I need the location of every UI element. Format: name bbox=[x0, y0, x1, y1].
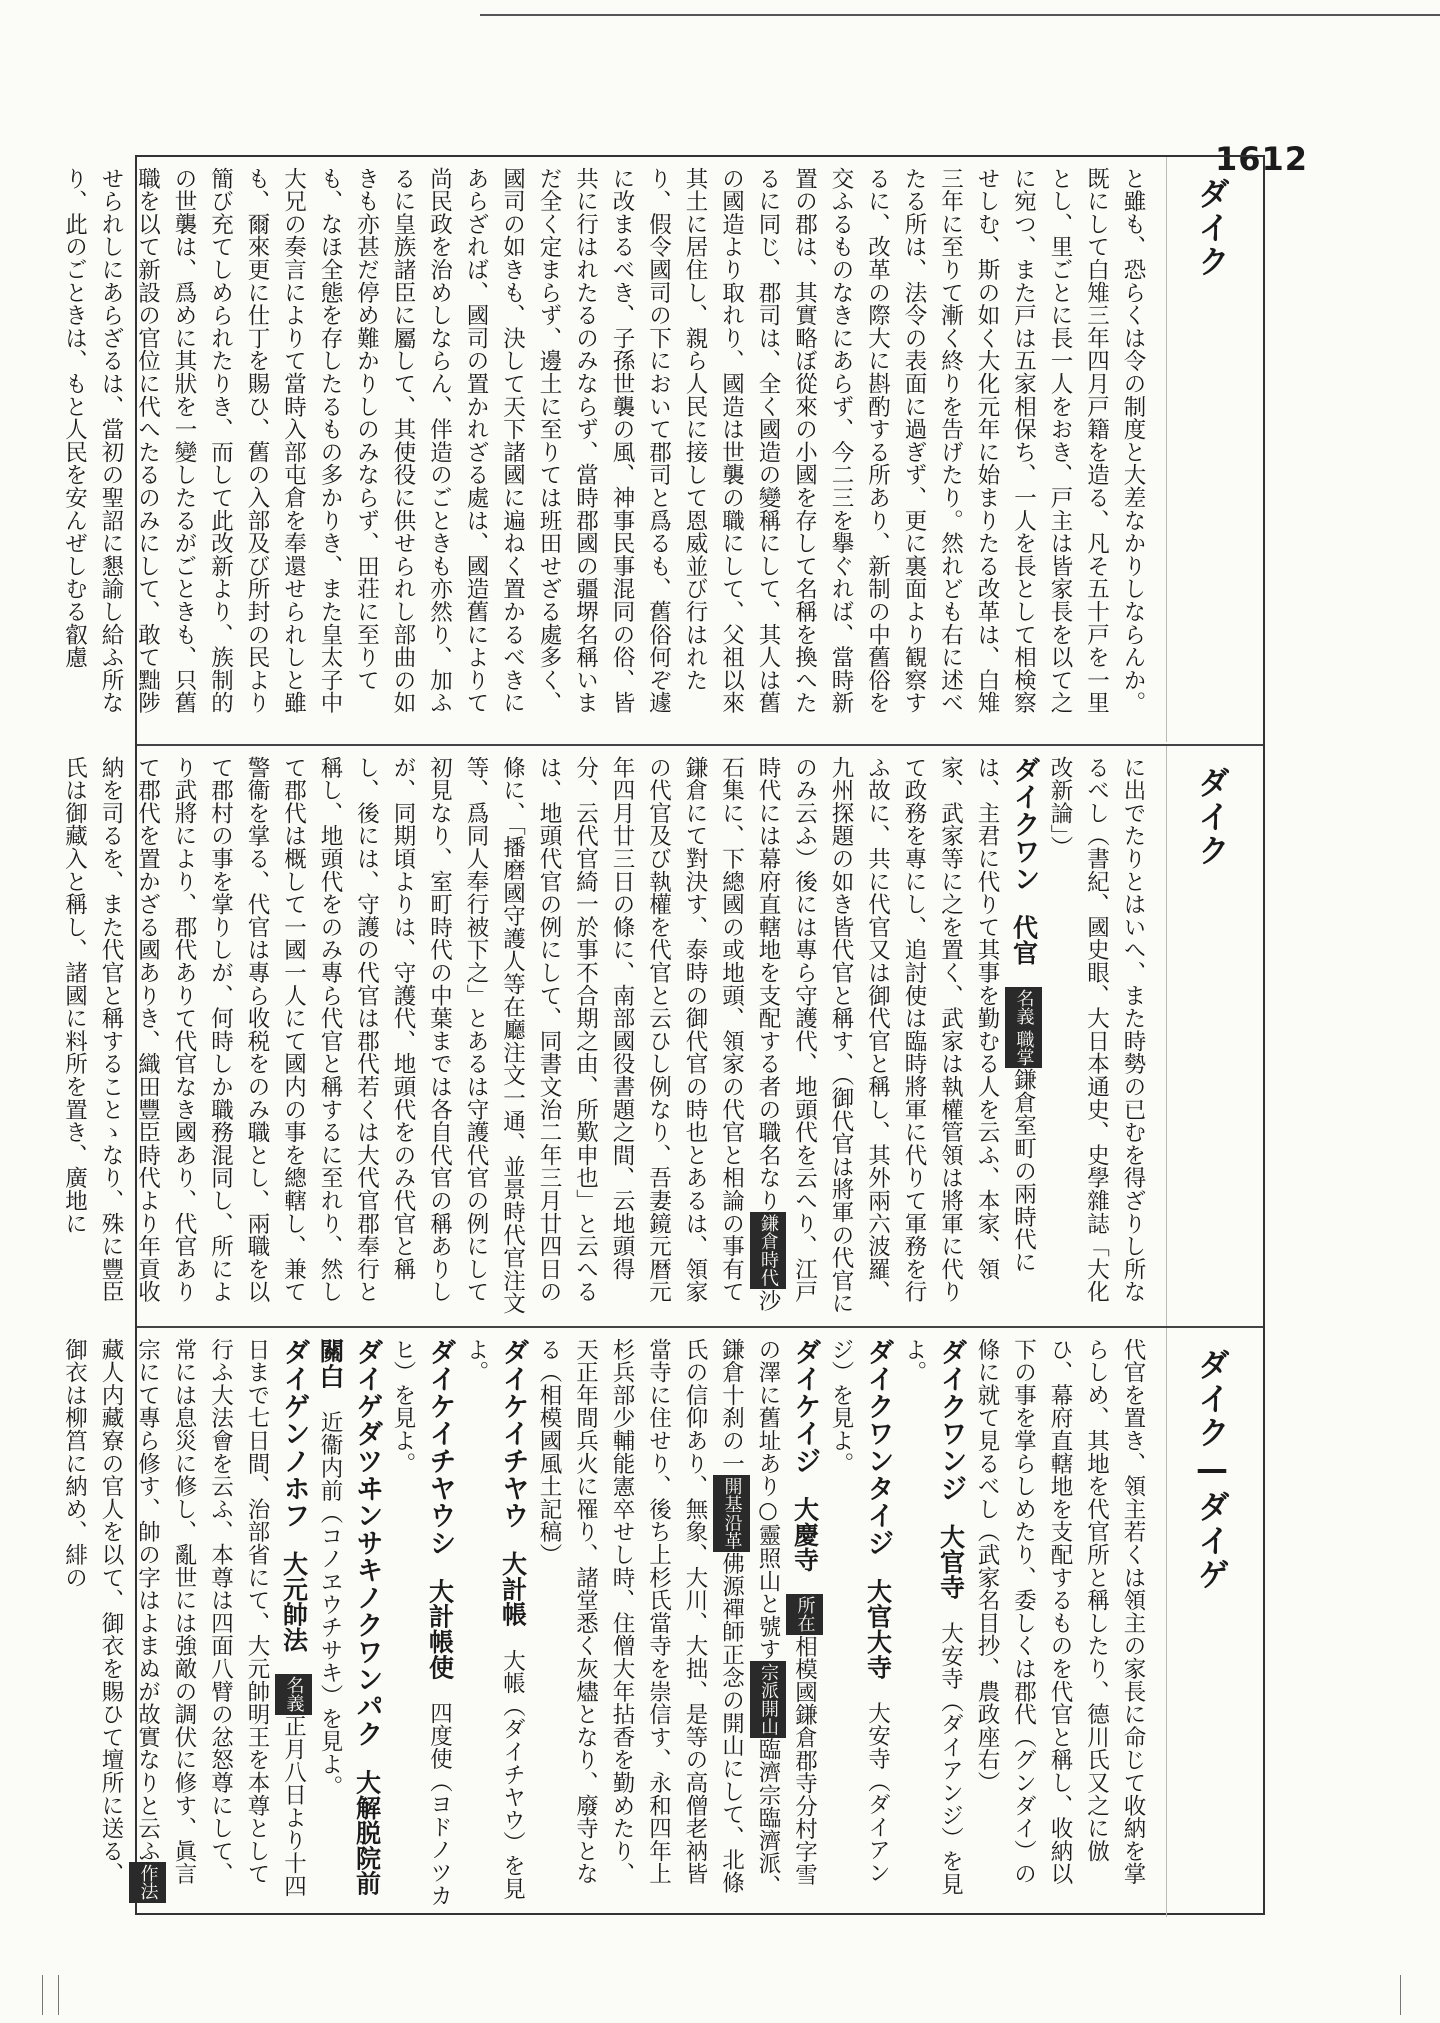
gutter-rule bbox=[1166, 1328, 1167, 1917]
entry-note: 大安寺（ダイアンジ）を見よ。 bbox=[828, 1338, 891, 1885]
entry-daikwan bbox=[56, 756, 1042, 1316]
gutter-rule bbox=[1166, 157, 1167, 742]
scan-margin-mark bbox=[1400, 1975, 1401, 2015]
entry-body: 佛源禪師正念の開山にして、北條氏の信仰あり、無象、大川、大拙、是等の高僧老衲皆當寺に住せり、後ち上杉氏當寺を崇信す、永和四年上杉兵部少輔能憲卒せし時、住僧大年拈香を勤めたり、天正年間兵火に罹り、諸堂悉く灰燼となり、廢寺となる（相模國風土記稿） bbox=[536, 1338, 745, 1895]
tag-label: 名義 bbox=[275, 1674, 312, 1715]
entry-note: 近衞内前（コノヱウチサキ）を見よ。 bbox=[317, 1410, 343, 1799]
entry-kanji: 代官 bbox=[1009, 914, 1039, 966]
entry-body: 相模國鎌倉郡寺分村字雪の澤に舊址あり○靈照山と號す bbox=[755, 1338, 818, 1886]
entry-body: 藏人内藏寮の官人を以て、御衣を賜ひて壇所に送る、御衣は柳筥に納め、緋の bbox=[61, 1338, 124, 1886]
entry-kanji: 大官寺 bbox=[936, 1523, 966, 1600]
section-3-text bbox=[56, 1338, 1151, 1907]
entry bbox=[531, 1338, 823, 1907]
headword: ダイクワン bbox=[1008, 756, 1040, 893]
headword: ダイゲダツヰンサキノクワンパク bbox=[351, 1338, 383, 1748]
scan-margin-mark bbox=[42, 1975, 43, 2015]
entry-body: 沙石集に、下總國の或地頭、領家の代官と相論の事有て鎌倉にて對決す、泰時の御代官の時也とあるは、領家の代官及び執權を代官と云ひし例なり、吾妻鏡元暦元年四月廿三日の條に、南部國役書題之間、云地頭得分、云代官綺一於事不合期之由、所歎申也」と云へるは、地頭代官の例にして、同書文治二年三月廿四日の條に、「播磨國守護人等在廳注文一通、並景時代官注文等、爲同人奉行被下之」とあるは守護代官の例にして初見なり、室町時代の中葉までは各自代官の稱ありしが、同期頃よりは、守護代、地頭代をのみ代官と稱し、後には、守護の代官は郡代若くは大代官郡奉行と稱し、地頭代をのみ專ら代官と稱するに至れり、然して郡代は概して一國一人にて國内の事を總轄し、兼て警衞を掌る、代官は專ら收税をのみ職とし、兩職を以て郡村の事を掌りしが、何時しか職務混同し、所により武將により、郡代ありて代官なき國あり、代官ありて郡代を置かざる國ありき、織田豐臣時代より年貢收納を司るを、また代官と稱することゝなり、殊に豐臣氏は御藏入と稱し、諸國に料所を置き、廣地に bbox=[61, 756, 781, 1315]
entry bbox=[56, 1338, 312, 1907]
entry-note: 大安寺（ダイアンジ）を見よ。 bbox=[901, 1338, 964, 1896]
paragraph: に出でたりとはいへ、また時勢の已むを得ざりし所なるべし（書紀、國史眼、大日本通史、史學雜誌「大化改新論」） bbox=[1047, 756, 1146, 1304]
section-1-text bbox=[56, 167, 1151, 732]
tag-label: 所在 bbox=[786, 1594, 823, 1635]
scan-margin-mark bbox=[58, 1975, 59, 2015]
paragraph: と雖も、恐らくは令の制度と大差なかりしならんか。既にして白雉三年四月戸籍を造る、凡そ五十戸を一里とし、里ごとに長一人をおき、戸主は皆家長を以て之に宛つ、また戸は五家相保ち、一人を長として相検察せしむ、斯の如く大化元年に始まりたる改革は、白雉三年に至りて漸く終りを告げたり。然れども右に述べたる所は、法令の表面に過ぎず、更に裏面より観察するに、改革の際大に斟酌する所あり、新制の中舊俗を交ふるものなきにあらず、今二三を擧ぐれば、當時新置の郡は、其實略ぼ從來の小國を存して名稱を換へたるに同じ、郡司は、全く國造の變稱にして、其人は舊の國造より取れり、國造は世襲の職にして、父祖以來其土に居住し、親ら人民に接して恩威並び行はれたり、假令國司の下において郡司と爲るも、舊俗何ぞ遽に改まるべき、子孫世襲の風、神事民事混同の俗、皆共に行はれたるのみならず、當時郡國の疆堺名稱いまだ全く定まらず、邊土に至りては班田せざる處多く、國司の如きも、決して天下諸國に遍ねく置かるべきにあらざれば、國司の置かれざる處は、國造舊によりて尚民政を治めしならん、伴造のごときも亦然り、加ふるに皇族諸臣に屬して、其使役に供せられし部曲の如きも亦甚だ停め難かりしのみならず、田荘に至りても、なほ全態を存したるもの多かりき、また皇太子中大兄の奏言によりて當時入部屯倉を奉還せられしと雖も、爾來更に仕丁を賜ひ、舊の入部及び所封の民より簡び充てしめられたりき、而して此改新より、族制的の世襲は、爲めに其狀を一變したるがごときも、只舊職を以て新設の官位に代へたるのみにして、敢て黜陟せられしにあらざるは、當初の聖詔に懇諭し給ふ所なり、此のごときは、もと人民を安んぜしむる叡慮 bbox=[61, 167, 1146, 715]
entry-body: 鎌倉室町の兩時代には、主君に代りて其事を勤むる人を云ふ、本家、領家、武家等に之を置く、武家は執權管領は將軍に代りて政務を專にし、追討使は臨時將軍に代りて軍務を行ふ故に、共に代官又は御代官と稱し、其外兩六波羅、九州探題の如き皆代官と稱す、（御代官は將軍の代官にのみ云ふ）後には專ら守護代、地頭代を云へり、江戸時代には幕府直轄地を支配する者の職名なり bbox=[755, 756, 1037, 1315]
headword: ダイケイジ bbox=[789, 1338, 821, 1475]
tag-label: 名義 bbox=[1005, 987, 1042, 1028]
page-frame bbox=[61, 155, 1265, 1915]
entry-note: 大帳（ダイチヤウ）を見よ。 bbox=[463, 1338, 526, 1900]
entry bbox=[385, 1338, 458, 1907]
headword: ダイケイチヤウシ bbox=[424, 1338, 456, 1557]
entry bbox=[823, 1338, 896, 1907]
headword: ダイケイチヤウ bbox=[497, 1338, 529, 1530]
tag-label: 鎌倉時代 bbox=[750, 1212, 787, 1289]
entry-note: 四度使（ヨドノツカヒ）を見よ。 bbox=[390, 1338, 453, 1907]
tag-label: 開基沿革 bbox=[713, 1475, 750, 1552]
entry-kanji: 大慶寺 bbox=[790, 1496, 820, 1573]
section-2-text bbox=[56, 756, 1151, 1316]
entry-body: 臨濟宗臨濟派、鎌倉十刹の一 bbox=[718, 1338, 781, 1898]
headword: ダイクワンタイジ bbox=[862, 1338, 894, 1557]
page-number: 1612 bbox=[1215, 140, 1309, 178]
entry-kanji: 大計帳 bbox=[498, 1551, 528, 1628]
tag-label: 宗派開山 bbox=[750, 1661, 787, 1738]
entry-kanji: 大官大寺 bbox=[863, 1578, 893, 1680]
running-head-1: ダイク bbox=[1193, 177, 1231, 279]
section-3 bbox=[61, 1326, 1263, 1917]
entry-kanji: 大解脱院前關白 bbox=[316, 1338, 382, 1896]
tag-label: 作法 bbox=[129, 1862, 166, 1903]
entry bbox=[458, 1338, 531, 1907]
entry bbox=[312, 1338, 385, 1907]
running-head-3: ダイク—ダイゲ bbox=[1193, 1348, 1231, 1592]
paragraph: 代官を置き、領主若くは領主の家長に命じて收納を掌らしめ、其地を代官所と稱したり、德川氏又之に倣ひ、幕府直轄地を支配するものを代官と稱し、收納以下の事を掌らしめたり、委しくは郡代（グンダイ）の條に就て見るべし（武家名目抄、農政座右） bbox=[974, 1338, 1146, 1886]
entry-body: 正月八日より十四日まで七日間、治部省にて、大元帥明王を本尊として行ふ大法會を云ふ、本尊は四面八臂の忿怒尊にして、常には息災に修し、亂世には強敵の調伏に修す、眞言宗にて專ら修す、帥の字はよまぬが故實なりと云ふ bbox=[134, 1338, 307, 1898]
entry-kanji: 大計帳使 bbox=[425, 1578, 455, 1680]
running-head-2: ダイク bbox=[1193, 766, 1231, 868]
section-2 bbox=[61, 744, 1263, 1326]
entry-kanji: 大元帥法 bbox=[279, 1551, 309, 1653]
headword: ダイクワンジ bbox=[935, 1338, 967, 1502]
tag-label: 職掌 bbox=[1005, 1028, 1042, 1069]
section-1 bbox=[61, 157, 1263, 742]
top-rule bbox=[480, 14, 1440, 16]
headword: ダイゲンノホフ bbox=[278, 1338, 310, 1530]
gutter-rule bbox=[1166, 746, 1167, 1326]
entry bbox=[896, 1338, 969, 1907]
